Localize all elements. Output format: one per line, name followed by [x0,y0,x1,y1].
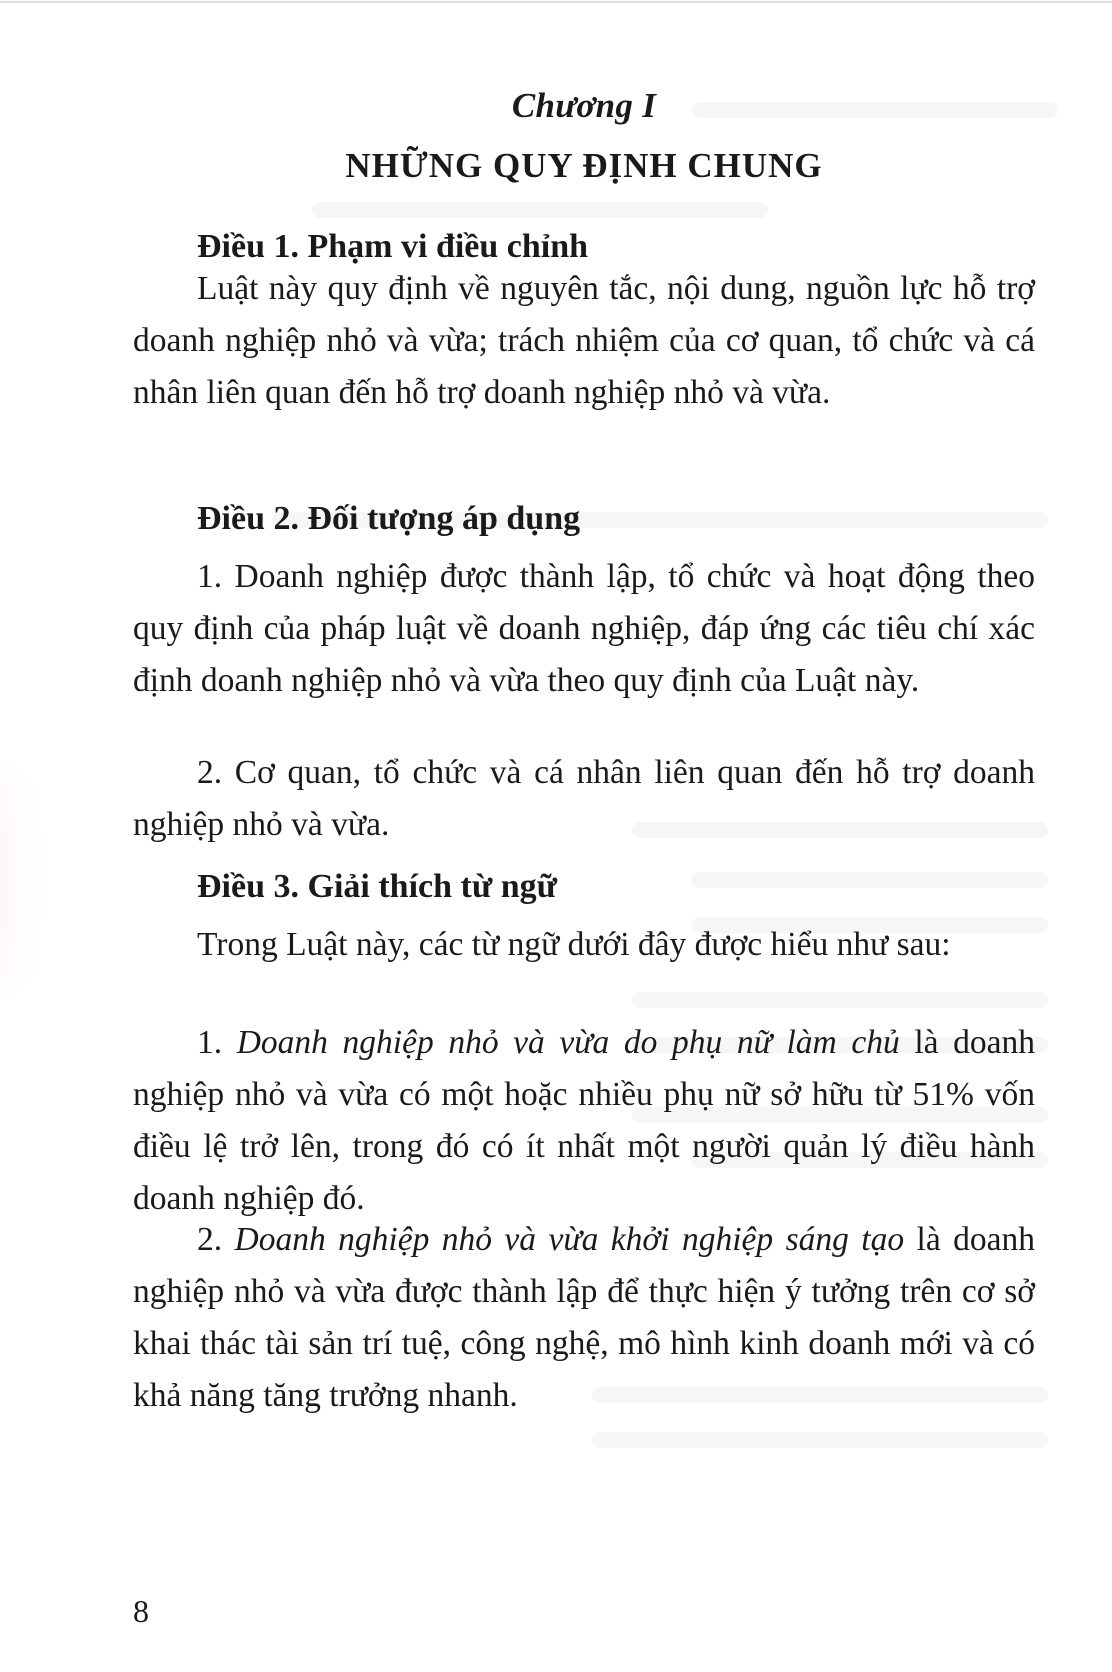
page-number: 8 [133,1593,149,1629]
article-3-definition-1 [133,1017,1035,1225]
definition-text: là doanh nghiệp nhỏ và vừa được thành lập để thực hiện ý tưởng trên cơ sở khai thác tài sản trí tuệ, công nghệ, mô hình kinh doanh mới và có khả năng tăng trưởng nhanh. [133,1221,1035,1414]
article-2-heading: Điều 2. Đối tượng áp dụng [197,500,581,537]
article-3-definition-2 [133,1214,1035,1422]
article-2-paragraph-1: 1. Doanh nghiệp được thành lập, tổ chức và hoạt động theo quy định của pháp luật về doanh nghiệp, đáp ứng các tiêu chí xác định doanh nghiệp nhỏ và vừa theo quy định của Luật này. [133,558,1035,699]
chapter-label: Chương I [511,86,657,125]
definition-number: 1. [197,1024,237,1061]
definition-text: là doanh nghiệp nhỏ và vừa có một hoặc nhiều phụ nữ sở hữu từ 51% vốn điều lệ trở lên, trong đó có ít nhất một người quản lý điều hành doanh nghiệp đó. [133,1024,1035,1217]
chapter-title: NHỮNG QUY ĐỊNH CHUNG [345,146,823,185]
article-3-heading: Điều 3. Giải thích từ ngữ [197,868,558,905]
article-1-paragraph: Luật này quy định về nguyên tắc, nội dung, nguồn lực hỗ trợ doanh nghiệp nhỏ và vừa; trách nhiệm của cơ quan, tổ chức và cá nhân liên quan đến hỗ trợ doanh nghiệp nhỏ và vừa. [133,270,1035,411]
defined-term: Doanh nghiệp nhỏ và vừa do phụ nữ làm chủ [236,1024,900,1061]
definition-number: 2. [197,1221,235,1258]
article-2-paragraph-2: 2. Cơ quan, tổ chức và cá nhân liên quan đến hỗ trợ doanh nghiệp nhỏ và vừa. [133,754,1035,843]
article-1-heading: Điều 1. Phạm vi điều chỉnh [197,228,589,265]
defined-term: Doanh nghiệp nhỏ và vừa khởi nghiệp sáng tạo [234,1221,905,1258]
article-3-intro: Trong Luật này, các từ ngữ dưới đây được hiểu như sau: [197,926,951,963]
edge-tint [0,760,55,1000]
